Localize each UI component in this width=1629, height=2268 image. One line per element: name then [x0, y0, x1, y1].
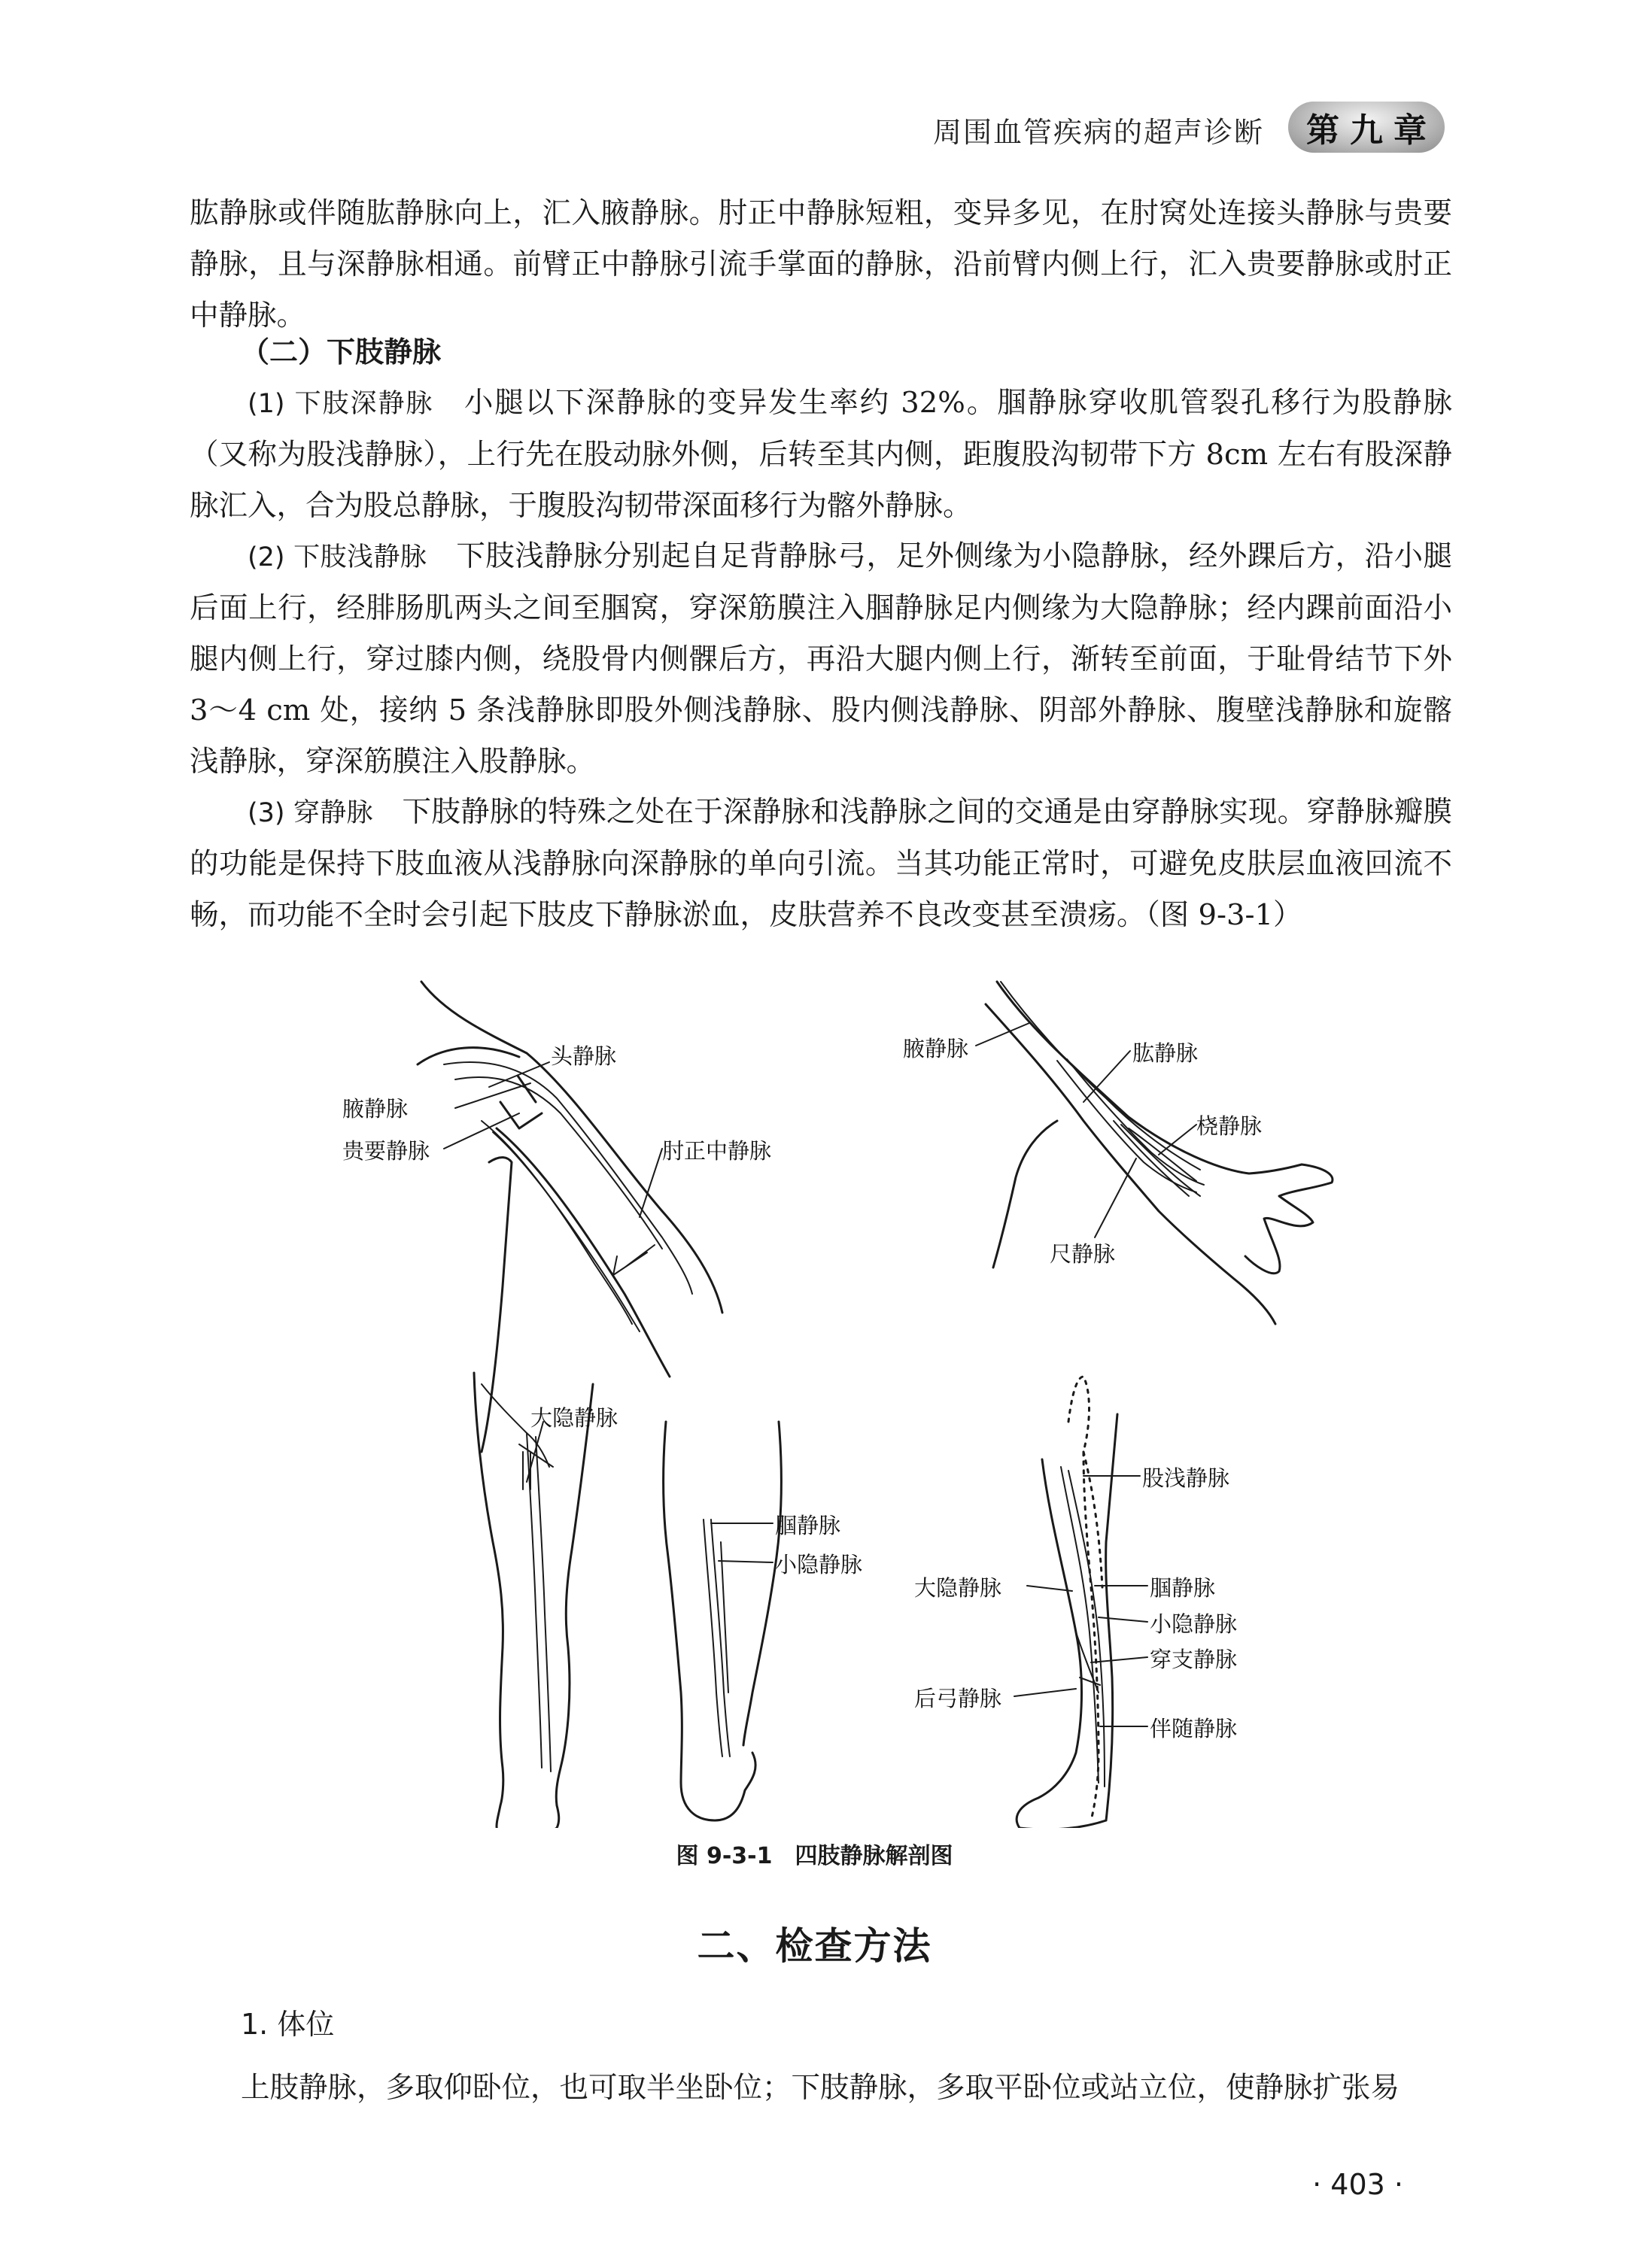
label-median-cubital-vein: 肘正中静脉 — [662, 1138, 772, 1164]
term-deep-veins: (1) 下肢深静脉 — [248, 389, 434, 419]
term-superficial-veins: (2) 下肢浅静脉 — [248, 542, 427, 572]
label-basilic-vein: 贵要静脉 — [342, 1138, 430, 1164]
limb-vein-anatomy-figure — [0, 970, 1629, 1828]
label-leader-lines — [444, 1023, 1199, 1726]
paragraph-perforator-veins-text: 下肢静脉的特殊之处在于深静脉和浅静脉之间的交通是由穿静脉实现。穿静脉瓣膜的功能是保持下肢血液从浅静脉向深静脉的单向引流。当其功能正常时，可避免皮肤层血液回流不畅，而功能不全时会引起下肢皮下静脉淤血，皮肤营养不良改变甚至溃疡。（图 9-3-1） — [190, 795, 1452, 932]
paragraph-deep-veins — [190, 378, 1452, 532]
running-title: 周围血管疾病的超声诊断 — [932, 116, 1264, 149]
chapter-badge: 第九章 — [1288, 102, 1445, 153]
label-brachial-vein: 肱静脉 — [1132, 1040, 1199, 1066]
paragraph-position-text: 上肢静脉，多取仰卧位，也可取半坐卧位；下肢静脉，多取平卧位或站立位，使静脉扩张易 — [241, 2071, 1400, 2105]
label-small-saphenous-vein-right: 小隐静脉 — [1150, 1611, 1238, 1637]
label-popliteal-vein-right: 腘静脉 — [1150, 1575, 1216, 1601]
paragraph-perforator-veins — [190, 787, 1452, 941]
label-superficial-femoral-vein: 股浅静脉 — [1142, 1465, 1230, 1491]
figure-caption — [0, 1837, 1629, 1870]
label-great-saphenous-vein-top: 大隐静脉 — [530, 1405, 618, 1431]
label-small-saphenous-vein-mid: 小隐静脉 — [775, 1552, 863, 1577]
leg-posterior-drawing — [664, 1422, 782, 1820]
figure-caption-number: 图 9-3-1 — [676, 1843, 773, 1869]
label-posterior-arch-vein: 后弓静脉 — [914, 1686, 1002, 1711]
paragraph-superficial-veins-text: 下肢浅静脉分别起自足背静脉弓，足外侧缘为小隐静脉，经外踝后方，沿小腿后面上行，经腓肠肌两头之间至腘窝，穿深筋膜注入腘静脉足内侧缘为大隐静脉；经内踝前面沿小腿内侧上行，穿过膝内侧，绕股骨内侧髁后方，再沿大腿内侧上行，渐转至前面，于耻骨结节下外 3～4 cm 处，接纳 5 条浅静脉即股外侧浅静脉、股内侧浅静脉、阴部外静脉、腹壁浅静脉和旋髂浅静脉，穿深筋膜注入股静脉。 — [190, 539, 1452, 779]
label-accompanying-vein: 伴随静脉 — [1150, 1716, 1238, 1741]
arm-with-hand-drawing — [986, 982, 1333, 1324]
leg-lateral-drawing — [1017, 1377, 1117, 1828]
label-great-saphenous-vein-side: 大隐静脉 — [914, 1575, 1002, 1601]
anatomy-drawing — [0, 970, 1629, 1828]
section-title: 二、检查方法 — [697, 1923, 932, 1968]
leg-anterior-drawing — [474, 1373, 593, 1828]
label-cephalic-vein: 头静脉 — [551, 1043, 617, 1069]
numbered-heading-position: 1. 体位 — [241, 2008, 335, 2041]
paragraph-upper-limb-continued: 肱静脉或伴随肱静脉向上，汇入腋静脉。肘正中静脉短粗，变异多见，在肘窝处连接头静脉与贵要静脉，且与深静脉相通。前臂正中静脉引流手掌面的静脉，沿前臂内侧上行，汇入贵要静脉或肘正中静脉。 — [190, 196, 1452, 332]
paragraph-deep-veins-text: 小腿以下深静脉的变异发生率约 32%。腘静脉穿收肌管裂孔移行为股静脉（又称为股浅静脉），上行先在股动脉外侧，后转至其内侧，距腹股沟韧带下方 8cm 左右有股深静脉汇入，合为股总静脉，于腹股沟韧带深面移行为髂外静脉。 — [190, 386, 1452, 523]
paragraph-superficial-veins — [190, 531, 1452, 788]
page-number: · 403 · — [1312, 2168, 1403, 2201]
heading-lower-limb-veins: （二）下肢静脉 — [241, 335, 442, 369]
page-header — [0, 102, 1629, 162]
term-perforator-veins: (3) 穿静脉 — [248, 798, 373, 828]
figure-caption-text: 四肢静脉解剖图 — [795, 1843, 953, 1869]
label-perforator-vein: 穿支静脉 — [1150, 1647, 1238, 1672]
label-axillary-vein-left: 腋静脉 — [342, 1096, 409, 1122]
label-ulnar-vein: 尺静脉 — [1050, 1241, 1116, 1267]
label-axillary-vein-right: 腋静脉 — [903, 1036, 969, 1061]
label-radial-vein: 桡静脉 — [1196, 1113, 1263, 1139]
label-popliteal-vein-mid: 腘静脉 — [775, 1513, 841, 1538]
